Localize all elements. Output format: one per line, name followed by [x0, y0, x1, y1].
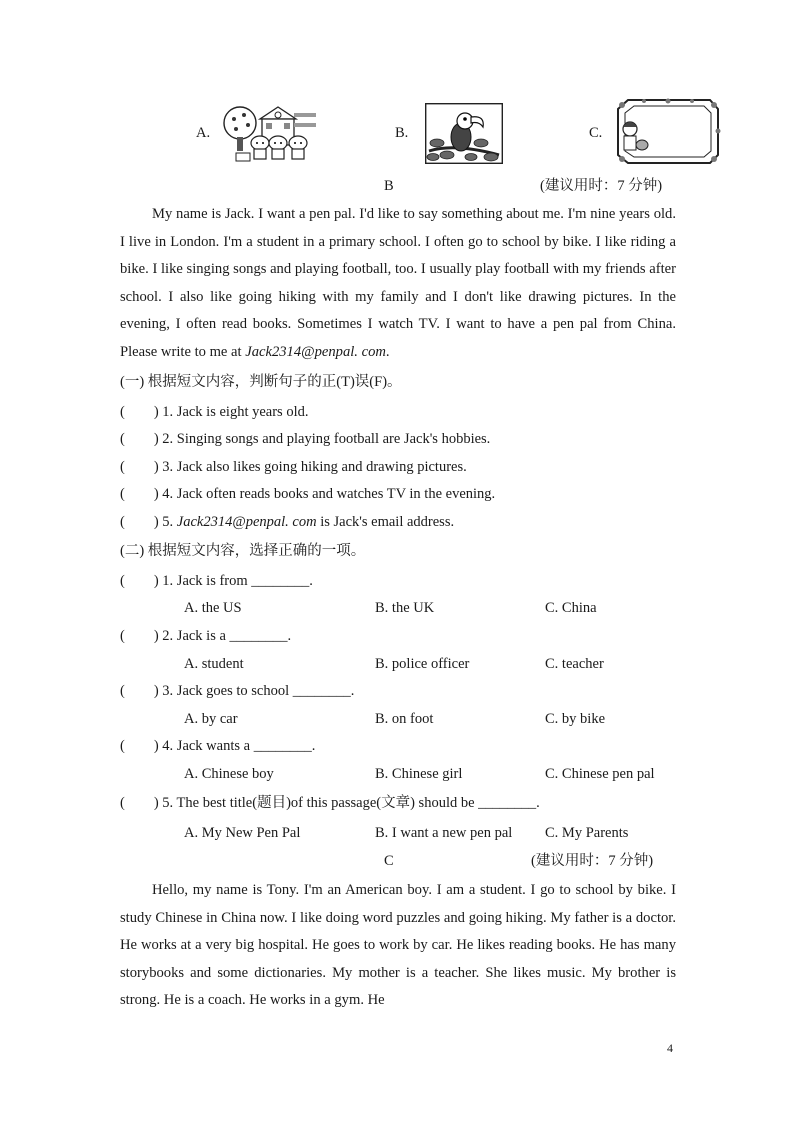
tf-question-4: ( ) 4. Jack often reads books and watches TV in the evening. — [120, 486, 496, 502]
answer-blank[interactable]: ( ) 2. — [120, 628, 174, 644]
email-address: Jack2314@penpal. com — [245, 343, 386, 360]
mc-question-2: ( ) 2. Jack is a ________. — [120, 628, 292, 644]
mc3-option-c: C. by bike — [545, 711, 606, 727]
mc5-option-b: B. I want a new pen pal — [375, 825, 513, 841]
answer-blank[interactable]: ( ) 4. — [120, 486, 174, 502]
section-c-letter: C — [384, 853, 394, 869]
tf-question-1: ( ) 1. Jack is eight years old. — [120, 404, 309, 420]
option-c-label: C. — [589, 125, 603, 141]
mc-question-3: ( ) 3. Jack goes to school ________. — [120, 683, 355, 699]
page-number: 4 — [667, 1041, 673, 1055]
mc4-option-a: A. Chinese boy — [184, 766, 274, 782]
section-b-letter: B — [384, 178, 394, 194]
mc-question-1: ( ) 1. Jack is from ________. — [120, 573, 313, 589]
option-b-label: B. — [395, 125, 409, 141]
mc4-option-b: B. Chinese girl — [375, 766, 463, 782]
answer-blank[interactable]: ( ) 5. — [120, 514, 174, 530]
answer-blank[interactable]: ( ) 2. — [120, 431, 174, 447]
tf-question-2: ( ) 2. Singing songs and playing football are Jack's hobbies. — [120, 431, 491, 447]
section-b-time: (建议用时：7 分钟) — [540, 178, 663, 194]
section-c-passage: Hello, my name is Tony. I'm an American boy. I am a student. I go to school by bike. I study Chinese in China now. I like doing word puzzles and going hiking. My father is a doctor. He works at a very big hospital. He goes to work by car. He likes reading books. He has many storybooks and some dictionaries. My mother is a teacher. She likes music. My brother is strong. He is a coach. He works in a gym. He — [120, 882, 676, 1009]
answer-blank[interactable]: ( ) 4. — [120, 738, 174, 754]
mc2-option-b: B. police officer — [375, 656, 470, 672]
answer-blank[interactable]: ( ) 1. — [120, 404, 174, 420]
mc1-option-b: B. the UK — [375, 600, 435, 616]
mc2-option-c: C. teacher — [545, 656, 604, 672]
bird-on-branch-icon — [425, 103, 503, 164]
part2-title: (二) 根据短文内容，选择正确的一项。 — [120, 543, 366, 559]
option-a-label: A. — [196, 125, 211, 141]
answer-blank[interactable]: ( ) 5. — [120, 795, 174, 811]
mc1-option-c: C. China — [545, 600, 597, 616]
part1-title: (一) 根据短文内容，判断句子的正(T)误(F)。 — [120, 374, 402, 390]
picture-frame-girl-icon — [614, 97, 722, 165]
answer-blank[interactable]: ( ) 3. — [120, 459, 174, 475]
section-b-passage: My name is Jack. I want a pen pal. I'd like to say something about me. I'm nine years old. I live in London. I'm a student in a primary school. I often go to school by bike. I like riding a bike. I like singing songs and playing football, too. I usually play football with my friends after school. I also like going hiking with my family and I don't like drawing pictures. In the evening, I often read books. Sometimes I watch TV. I want to have a pen pal from China. Please write to me at Jack2314@penpal. com. — [120, 206, 676, 360]
mc-question-4: ( ) 4. Jack wants a ________. — [120, 738, 316, 754]
mc-question-5: ( ) 5. The best title(题目)of this passage(文章) should be ________. — [120, 795, 540, 811]
tf-question-3: ( ) 3. Jack also likes going hiking and drawing pictures. — [120, 459, 467, 475]
mc4-option-c: C. Chinese pen pal — [545, 766, 655, 782]
mc5-option-a: A. My New Pen Pal — [184, 825, 301, 841]
mc2-option-a: A. student — [184, 656, 244, 672]
answer-blank[interactable]: ( ) 1. — [120, 573, 174, 589]
section-c-time: (建议用时：7 分钟) — [531, 853, 654, 869]
tf-question-5: ( ) 5. Jack2314@penpal. com is Jack's email address. — [120, 514, 455, 530]
school-children-icon — [222, 103, 316, 163]
mc1-option-a: A. the US — [184, 600, 242, 616]
mc3-option-b: B. on foot — [375, 711, 434, 727]
answer-blank[interactable]: ( ) 3. — [120, 683, 174, 699]
mc5-option-c: C. My Parents — [545, 825, 629, 841]
mc3-option-a: A. by car — [184, 711, 238, 727]
